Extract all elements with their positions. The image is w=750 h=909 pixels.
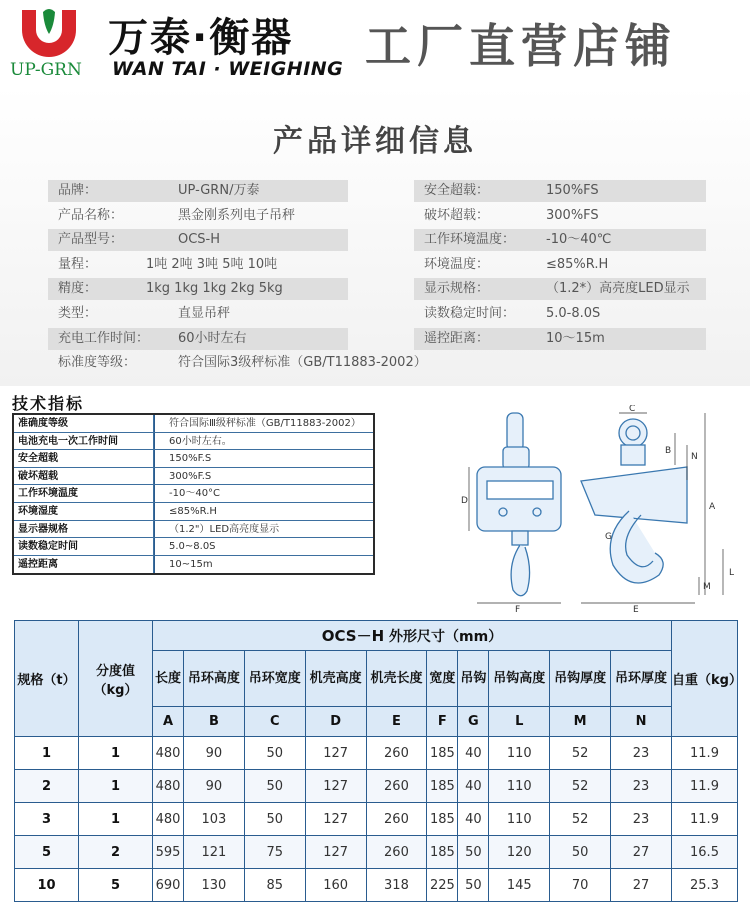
- col-letter-header: N: [611, 707, 672, 737]
- info-label: 量程：: [58, 256, 98, 272]
- diagram-label-f: F: [515, 605, 521, 615]
- cell-value: 185: [427, 836, 458, 869]
- col-name-header: 长度: [153, 651, 184, 707]
- cell-division: 5: [79, 869, 153, 902]
- cell-spec: 10: [15, 869, 79, 902]
- cell-weight: 11.9: [672, 803, 738, 836]
- info-value: 1吨 2吨 3吨 5吨 10吨: [146, 256, 278, 272]
- product-info-panel: [0, 86, 750, 386]
- info-row-left: [48, 229, 348, 251]
- info-label: 精度：: [58, 281, 98, 297]
- col-letter-header: M: [550, 707, 611, 737]
- cell-value: 110: [489, 770, 550, 803]
- col-letter-header: B: [184, 707, 245, 737]
- cell-value: 127: [305, 803, 366, 836]
- info-label: 遥控距离：: [424, 330, 490, 346]
- info-label: 安全超载：: [424, 183, 490, 198]
- tech-label: 破坏超载: [14, 468, 154, 485]
- diagram-label-m: M: [703, 582, 711, 592]
- brand-logo-icon: [20, 8, 78, 58]
- info-value: OCS-H: [178, 232, 221, 248]
- standard-row: [48, 352, 427, 374]
- dimension-diagram: [455, 405, 745, 615]
- tech-label: 准确度等级: [14, 415, 154, 432]
- cell-value: 103: [184, 803, 245, 836]
- cell-division: 1: [79, 803, 153, 836]
- info-row-right: [414, 254, 706, 276]
- col-name-header: 吊钩: [458, 651, 489, 707]
- info-label: 产品型号：: [58, 232, 124, 248]
- info-value: 5.0-8.0S: [546, 306, 601, 321]
- cell-value: 120: [489, 836, 550, 869]
- cell-value: 121: [184, 836, 245, 869]
- table-row: [15, 737, 738, 770]
- diagram-label-b: B: [665, 446, 672, 456]
- col-name-header: 吊钩厚度: [550, 651, 611, 707]
- info-value: 300%FS: [546, 207, 599, 223]
- col-letter-header: C: [244, 707, 305, 737]
- tech-row: [14, 415, 373, 433]
- info-label: 工作环境温度：: [424, 232, 516, 248]
- cell-value: 260: [366, 803, 427, 836]
- info-value: 60小时左右: [178, 330, 247, 346]
- brand-name-cn: 万泰·衡器: [108, 15, 294, 61]
- tech-label: 遥控距离: [14, 556, 154, 574]
- cell-value: 50: [550, 836, 611, 869]
- col-name-header: 吊钩高度: [489, 651, 550, 707]
- cell-value: 52: [550, 770, 611, 803]
- cell-value: 480: [153, 737, 184, 770]
- info-value: 直显吊秤: [178, 306, 231, 321]
- diagram-label-c: C: [629, 405, 636, 414]
- info-label: 品牌：: [58, 183, 98, 198]
- cell-value: 145: [489, 869, 550, 902]
- cell-value: 50: [458, 836, 489, 869]
- cell-value: 127: [305, 737, 366, 770]
- cell-value: 260: [366, 770, 427, 803]
- tech-value: 5.0~8.0S: [155, 538, 373, 555]
- cell-value: 40: [458, 770, 489, 803]
- tech-value: -10～40°C: [155, 485, 373, 502]
- cell-value: 185: [427, 737, 458, 770]
- diagram-label-e: E: [633, 605, 639, 615]
- cell-spec: 2: [15, 770, 79, 803]
- cell-value: 480: [153, 803, 184, 836]
- info-label: 类型：: [58, 306, 98, 321]
- cell-weight: 11.9: [672, 770, 738, 803]
- cell-weight: 25.3: [672, 869, 738, 902]
- info-label: 破坏超载：: [424, 207, 490, 223]
- cell-value: 52: [550, 737, 611, 770]
- cell-weight: 11.9: [672, 737, 738, 770]
- cell-division: 1: [79, 737, 153, 770]
- tech-value: 60小时左右。: [155, 433, 373, 450]
- info-value: 10～15m: [546, 330, 605, 346]
- diagram-label-d: D: [461, 496, 468, 506]
- info-row-left: [48, 254, 348, 276]
- col-name-header: 宽度: [427, 651, 458, 707]
- info-value: -10～40℃: [546, 232, 612, 248]
- header-banner: [0, 0, 750, 86]
- col-letter-header: A: [153, 707, 184, 737]
- cell-weight: 16.5: [672, 836, 738, 869]
- cell-value: 318: [366, 869, 427, 902]
- info-value: 150%FS: [546, 183, 599, 198]
- col-name-header: 机壳高度: [305, 651, 366, 707]
- info-value: ≤85%R.H: [546, 256, 609, 272]
- tech-row: [14, 450, 373, 468]
- info-value: 黑金刚系列电子吊秤: [178, 207, 296, 223]
- info-row-left: [48, 180, 348, 202]
- diagram-label-g: G: [605, 532, 612, 542]
- cell-value: 225: [427, 869, 458, 902]
- cell-value: 27: [611, 869, 672, 902]
- cell-value: 23: [611, 737, 672, 770]
- info-label: 充电工作时间：: [58, 330, 150, 346]
- cell-value: 160: [305, 869, 366, 902]
- info-row-right: [414, 303, 706, 325]
- diagram-label-l: L: [729, 568, 735, 578]
- cell-value: 50: [458, 869, 489, 902]
- diagram-label-n: N: [691, 452, 698, 462]
- info-label: 环境温度：: [424, 256, 490, 272]
- cell-value: 690: [153, 869, 184, 902]
- table-row: [15, 803, 738, 836]
- cell-division: 1: [79, 770, 153, 803]
- info-row-left: [48, 328, 348, 350]
- cell-spec: 1: [15, 737, 79, 770]
- col-letter-header: F: [427, 707, 458, 737]
- info-row-right: [414, 278, 706, 300]
- info-label: 显示规格：: [424, 281, 490, 297]
- cell-value: 50: [244, 803, 305, 836]
- tech-spec-title: 技术指标: [12, 394, 85, 413]
- info-row-right: [414, 205, 706, 227]
- tech-value: 300%F.S: [155, 468, 373, 485]
- info-row-left: [48, 278, 348, 300]
- product-info-title: 产品详细信息: [273, 124, 477, 159]
- diagram-label-a: A: [709, 502, 716, 512]
- standard-value: 符合国际3级秤标准（GB/T11883-2002）: [178, 355, 427, 370]
- tech-row: [14, 468, 373, 486]
- cell-value: 85: [244, 869, 305, 902]
- cell-value: 595: [153, 836, 184, 869]
- tech-label: 工作环境温度: [14, 485, 154, 502]
- info-row-right: [414, 328, 706, 350]
- cell-value: 127: [305, 770, 366, 803]
- info-label: 产品名称：: [58, 207, 124, 223]
- cell-value: 75: [244, 836, 305, 869]
- tech-row: [14, 485, 373, 503]
- info-label: 读数稳定时间：: [424, 306, 516, 321]
- col-weight-header: 自重（kg）: [672, 621, 738, 737]
- col-letter-header: D: [305, 707, 366, 737]
- info-row-left: [48, 205, 348, 227]
- cell-division: 2: [79, 836, 153, 869]
- cell-spec: 3: [15, 803, 79, 836]
- cell-value: 50: [244, 770, 305, 803]
- tech-value: （1.2"）LED高亮度显示: [155, 521, 373, 538]
- col-name-header: 吊环高度: [184, 651, 245, 707]
- cell-value: 70: [550, 869, 611, 902]
- tech-label: 显示器规格: [14, 521, 154, 538]
- tech-value: 符合国际Ⅲ级秤标准（GB/T11883-2002）: [155, 415, 373, 432]
- cell-value: 23: [611, 770, 672, 803]
- store-slogan: 工厂直营店铺: [365, 19, 677, 73]
- col-name-header: 机壳长度: [366, 651, 427, 707]
- tech-row: [14, 556, 373, 574]
- caption-model: OCS－H: [321, 627, 385, 645]
- col-letter-header: G: [458, 707, 489, 737]
- cell-value: 127: [305, 836, 366, 869]
- col-spec-header: 规格（t）: [15, 621, 79, 737]
- cell-value: 52: [550, 803, 611, 836]
- info-row-left: [48, 303, 348, 325]
- caption-rest: 外形尺寸（mm）: [384, 629, 503, 645]
- dimension-table: [14, 620, 742, 902]
- cell-value: 110: [489, 737, 550, 770]
- cell-value: 90: [184, 737, 245, 770]
- tech-label: 电池充电一次工作时间: [14, 433, 154, 450]
- table-row: [15, 869, 738, 902]
- cell-value: 130: [184, 869, 245, 902]
- col-letter-header: E: [366, 707, 427, 737]
- cell-spec: 5: [15, 836, 79, 869]
- cell-value: 185: [427, 770, 458, 803]
- tech-label: 环境湿度: [14, 503, 154, 520]
- tech-row: [14, 521, 373, 539]
- info-value: （1.2*）高亮度LED显示: [546, 281, 690, 297]
- info-value: UP-GRN/万泰: [178, 183, 260, 198]
- info-value: 1kg 1kg 1kg 2kg 5kg: [146, 281, 283, 297]
- col-letter-header: L: [489, 707, 550, 737]
- cell-value: 260: [366, 836, 427, 869]
- standard-label: 标准度等级：: [58, 355, 137, 370]
- dimension-table-body: [15, 737, 738, 902]
- col-name-header: 吊环厚度: [611, 651, 672, 707]
- dimension-caption: [153, 621, 672, 651]
- tech-row: [14, 503, 373, 521]
- cell-value: 110: [489, 803, 550, 836]
- info-row-right: [414, 180, 706, 202]
- tech-value: 150%F.S: [155, 450, 373, 467]
- cell-value: 480: [153, 770, 184, 803]
- tech-value: ≤85%R.H: [155, 503, 373, 520]
- cell-value: 23: [611, 803, 672, 836]
- col-name-header: 吊环宽度: [244, 651, 305, 707]
- cell-value: 260: [366, 737, 427, 770]
- cell-value: 50: [244, 737, 305, 770]
- info-row-right: [414, 229, 706, 251]
- table-row: [15, 770, 738, 803]
- cell-value: 40: [458, 737, 489, 770]
- cell-value: 90: [184, 770, 245, 803]
- logo-text: UP-GRN: [10, 60, 82, 80]
- brand-name-en: WAN TAI · WEIGHING: [112, 58, 344, 80]
- tech-spec-table: [12, 413, 375, 575]
- tech-row: [14, 433, 373, 451]
- cell-value: 40: [458, 803, 489, 836]
- tech-row: [14, 538, 373, 556]
- tech-label: 安全超载: [14, 450, 154, 467]
- col-division-header: 分度值（kg）: [79, 621, 153, 737]
- table-row: [15, 836, 738, 869]
- tech-value: 10~15m: [155, 556, 373, 574]
- cell-value: 185: [427, 803, 458, 836]
- tech-label: 读数稳定时间: [14, 538, 154, 555]
- cell-value: 27: [611, 836, 672, 869]
